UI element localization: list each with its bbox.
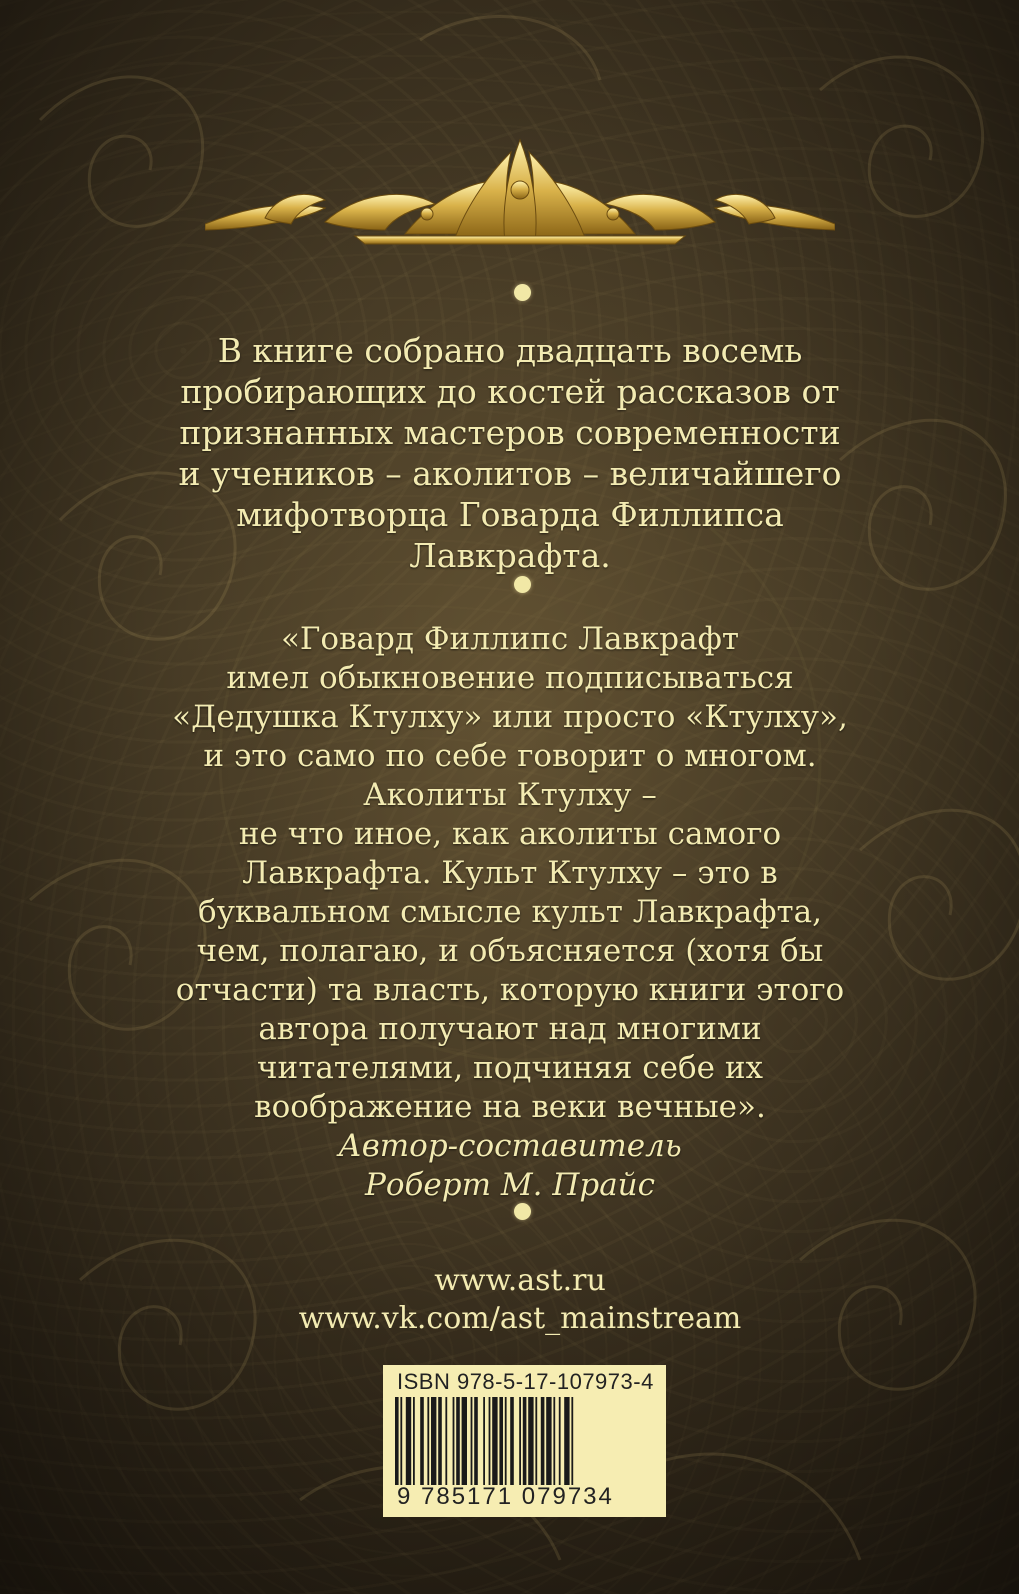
- blurb-line: Лавкрафта.: [409, 536, 611, 575]
- barcode-bar: [546, 1397, 551, 1485]
- bullet-dot-icon: [514, 1203, 531, 1220]
- quote-line: автора получают над многими: [258, 1011, 762, 1047]
- barcode-bar: [510, 1397, 514, 1485]
- barcode-bar: [483, 1397, 485, 1485]
- quote-line: отчасти) та власть, которую книги этого: [175, 972, 845, 1008]
- quote-line: и это само по себе говорит о многом.: [203, 738, 817, 774]
- quote-line: Аколиты Ктулху –: [363, 777, 657, 813]
- quote-line: не что иное, как аколиты самого: [238, 816, 782, 852]
- barcode-bar: [492, 1397, 497, 1485]
- barcode-bar: [489, 1397, 491, 1485]
- blurb-line: В книге собрано двадцать восемь: [217, 331, 803, 370]
- attribution-name: Роберт М. Прайс: [364, 1167, 656, 1203]
- bullet-dot-icon: [514, 576, 531, 593]
- blurb-line: и учеников – аколитов – величайшего: [178, 454, 842, 493]
- baroque-ornament-icon: [205, 138, 835, 250]
- barcode-bar: [505, 1397, 507, 1485]
- barcode-bars: [391, 1397, 659, 1485]
- barcode-bar: [528, 1397, 533, 1485]
- quote-line: «Дедушка Ктулху» или просто «Ктулху»,: [172, 699, 848, 735]
- barcode-bar: [571, 1397, 573, 1485]
- blurb-line: признанных мастеров современности: [179, 413, 841, 452]
- barcode-bar: [400, 1397, 402, 1485]
- barcode-bar: [553, 1397, 555, 1485]
- quote-line: читателями, подчиняя себе их: [257, 1050, 763, 1086]
- barcode-digits: 9 785171 079734: [397, 1483, 614, 1510]
- barcode-bar: [453, 1397, 455, 1485]
- barcode-bar: [395, 1397, 399, 1485]
- publisher-links: [200, 1262, 840, 1338]
- isbn-number: ISBN 978-5-17-107973-4: [397, 1369, 654, 1394]
- bullet-dot-icon: [514, 284, 531, 301]
- barcode-bar: [471, 1397, 473, 1485]
- blurb-line: мифотворца Говарда Филлипса: [236, 495, 784, 534]
- quote-line: буквальном смысле культ Лавкрафта,: [198, 894, 822, 930]
- barcode-bar: [499, 1397, 503, 1485]
- vk-url: www.vk.com/ast_mainstream: [298, 1301, 742, 1336]
- barcode-bar: [535, 1397, 537, 1485]
- blurb-text: [150, 330, 870, 576]
- barcode-bar: [519, 1397, 521, 1485]
- quote-text: [150, 620, 870, 1205]
- site-url: www.ast.ru: [434, 1263, 606, 1298]
- barcode-bar: [559, 1397, 561, 1485]
- quote-line: имел обыкновение подписываться: [226, 660, 794, 696]
- blurb-line: пробирающих до костей рассказов от: [180, 372, 840, 411]
- barcode-bar: [427, 1397, 429, 1485]
- barcode: [383, 1365, 666, 1517]
- quote-line: воображение на веки вечные».: [254, 1089, 766, 1125]
- barcode-bar: [541, 1397, 545, 1485]
- barcode-bar: [456, 1397, 460, 1485]
- barcode-bar: [523, 1397, 527, 1485]
- barcode-bar: [438, 1397, 442, 1485]
- barcode-bar: [406, 1397, 411, 1485]
- barcode-bar: [445, 1397, 447, 1485]
- barcode-bar: [564, 1397, 569, 1485]
- barcode-bar: [462, 1397, 467, 1485]
- attribution-role: Автор-составитель: [338, 1128, 682, 1164]
- barcode-bar: [413, 1397, 415, 1485]
- barcode-bar: [474, 1397, 478, 1485]
- quote-line: чем, полагаю, и объясняется (хотя бы: [196, 933, 824, 969]
- quote-line: Лавкрафта. Культ Ктулху – это в: [242, 855, 778, 891]
- quote-line: «Говард Филлипс Лавкрафт: [280, 621, 740, 657]
- barcode-bar: [431, 1397, 436, 1485]
- barcode-bar: [420, 1397, 424, 1485]
